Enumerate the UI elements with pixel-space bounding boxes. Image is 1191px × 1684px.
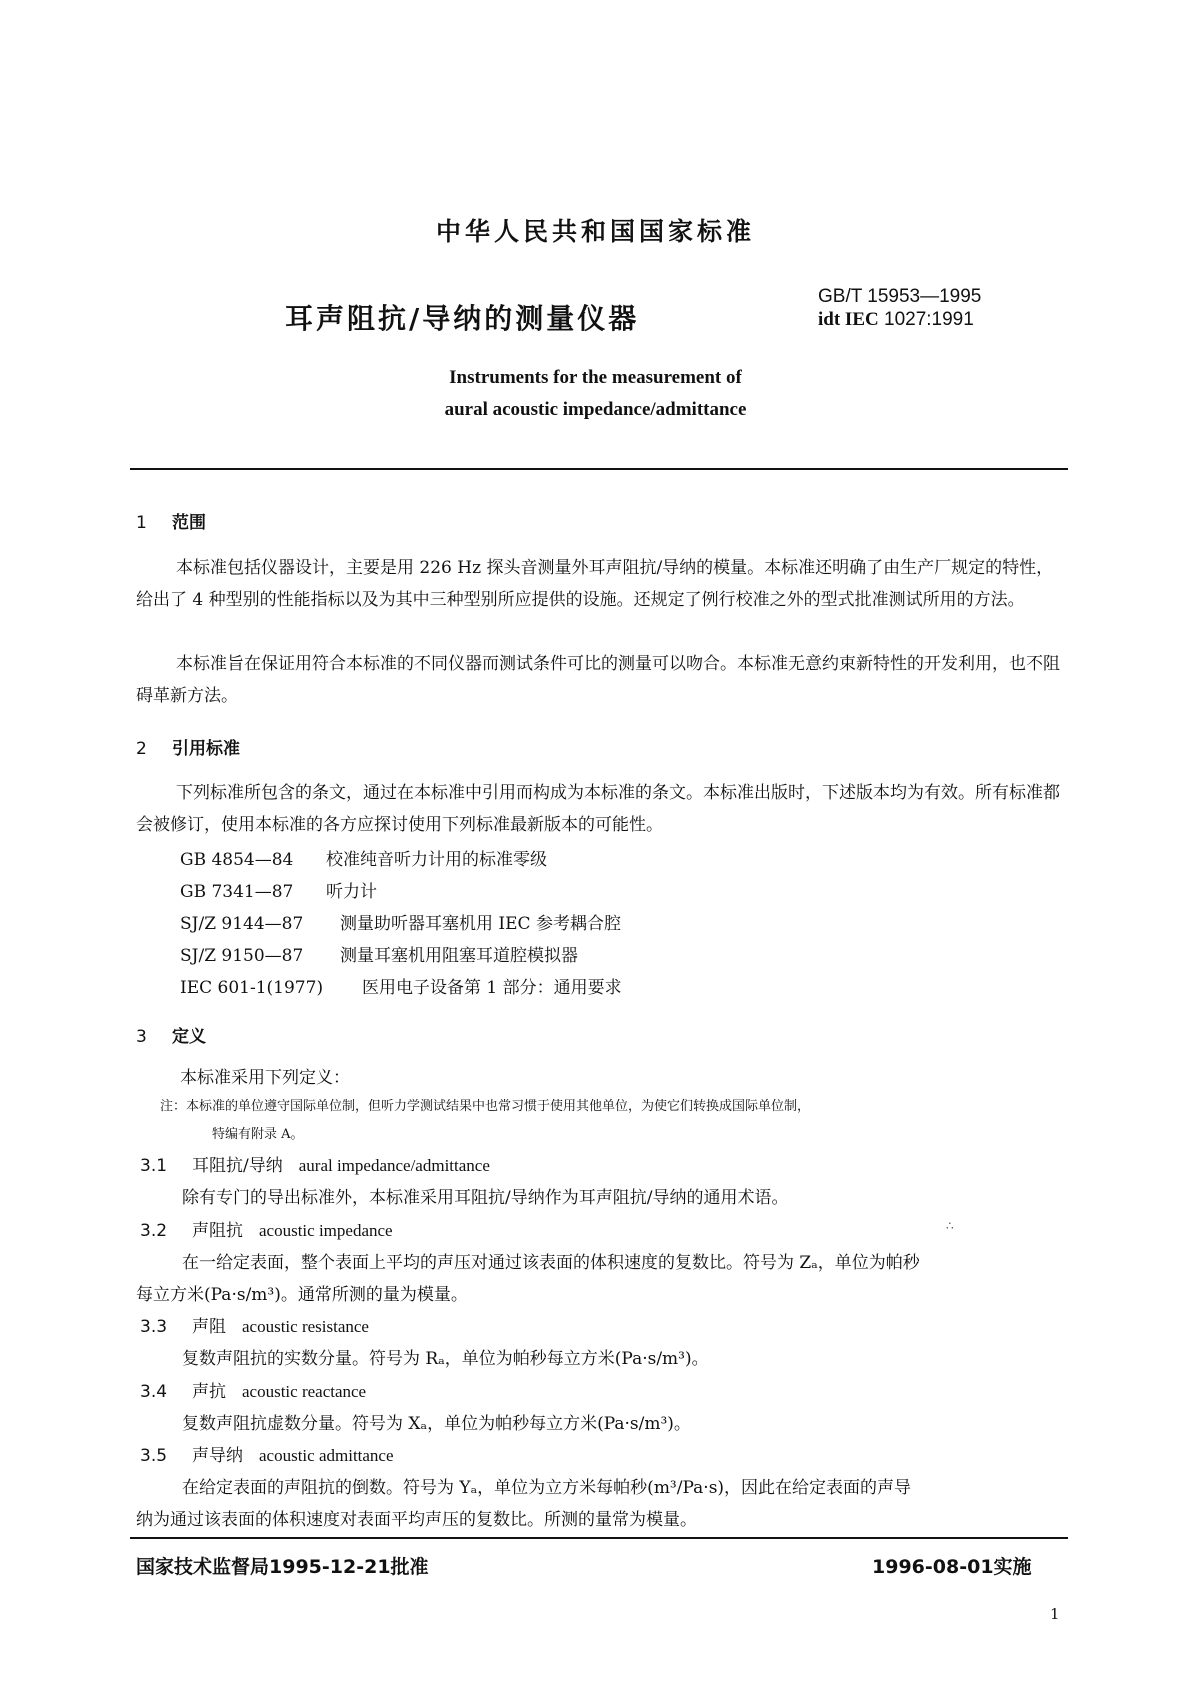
section-number: 2 xyxy=(136,739,147,759)
note-line-1: 注：本标准的单位遵守国际单位制，但听力学测试结果中也常习惯于使用其他单位，为使它们转换成国际单位制， xyxy=(160,1099,811,1114)
section-title: 引用标准 xyxy=(172,739,240,759)
reference-title: 校准纯音听力计用的标准零级 xyxy=(326,850,547,870)
definition-3-4 xyxy=(140,1376,366,1408)
reference-code: IEC 601-1(1977) xyxy=(180,978,324,998)
reference-item xyxy=(180,845,547,870)
definition-3-2-text-1: 在一给定表面，整个表面上平均的声压对通过该表面的体积速度的复数比。符号为 Zₐ，单位为帕秒 xyxy=(182,1253,920,1273)
section-3-heading xyxy=(136,1022,206,1047)
standard-code xyxy=(818,285,981,331)
definition-3-5 xyxy=(140,1440,394,1472)
adoption-prefix: idt IEC xyxy=(818,309,879,330)
definition-term: 声导纳 xyxy=(192,1446,243,1466)
definition-3-2-text-2: 每立方米(Pa·s/m³)。通常所测的量为模量。 xyxy=(136,1285,468,1305)
reference-title: 测量耳塞机用阻塞耳道腔模拟器 xyxy=(340,946,578,966)
section-3-note xyxy=(160,1093,1080,1149)
section-title: 定义 xyxy=(172,1027,206,1047)
definition-term: 声抗 xyxy=(192,1382,226,1402)
section-1-paragraph-1: 本标准包括仪器设计，主要是用 226 Hz 探头音测量外耳声阻抗/导纳的模量。本标准还明确了由生产厂规定的特性，给出了 4 种型别的性能指标以及为其中三种型别所应提供的设施。还规定了例行校准之外的型式批准测试所用的方法。 xyxy=(136,558,1054,610)
definition-3-2 xyxy=(140,1215,393,1247)
definition-english-term: aural impedance/admittance xyxy=(298,1156,490,1175)
reference-title: 听力计 xyxy=(326,882,377,902)
reference-item xyxy=(180,973,622,998)
reference-title: 测量助听器耳塞机用 IEC 参考耦合腔 xyxy=(340,914,621,934)
definition-3-1-text: 除有专门的导出标准外，本标准采用耳阻抗/导纳作为耳声阻抗/导纳的通用术语。 xyxy=(182,1188,789,1208)
reference-code: GB 4854—84 xyxy=(180,850,294,870)
definition-3-1 xyxy=(140,1150,490,1182)
definition-term: 耳阻抗/导纳 xyxy=(192,1156,283,1176)
adoption-line xyxy=(818,308,981,331)
definition-term: 声阻抗 xyxy=(192,1221,243,1241)
reference-item xyxy=(180,941,578,966)
definition-3-3-text: 复数声阻抗的实数分量。符号为 Rₐ，单位为帕秒每立方米(Pa·s/m³)。 xyxy=(182,1349,709,1369)
section-title: 范围 xyxy=(172,513,206,533)
definition-number: 3.1 xyxy=(140,1156,168,1176)
section-1-paragraph-2: 本标准旨在保证用符合本标准的不同仪器而测试条件可比的测量可以吻合。本标准无意约束新特性的开发利用，也不阻碍革新方法。 xyxy=(136,654,1060,706)
note-line-2: 特编有附录 A。 xyxy=(212,1127,304,1142)
definition-english-term: acoustic admittance xyxy=(259,1446,394,1465)
definition-term: 声阻 xyxy=(192,1317,226,1337)
definition-english-term: acoustic impedance xyxy=(259,1221,393,1240)
document-title: 耳声阻抗/导纳的测量仪器 xyxy=(285,302,640,335)
section-number: 1 xyxy=(136,513,147,533)
top-divider xyxy=(130,468,1068,470)
national-standard-heading: 中华人民共和国国家标准 xyxy=(435,217,755,246)
definition-3-5-text-1: 在给定表面的声阻抗的倒数。符号为 Yₐ，单位为立方米每帕秒(m³/Pa·s)，因此在给定表面的声导 xyxy=(182,1478,912,1498)
reference-code: GB 7341—87 xyxy=(180,882,294,902)
section-3-intro: 本标准采用下列定义： xyxy=(180,1068,350,1088)
adoption-iec-number: 1027:1991 xyxy=(878,309,974,330)
definition-english-term: acoustic reactance xyxy=(242,1382,367,1401)
reference-code: SJ/Z 9150—87 xyxy=(180,946,304,966)
reference-code: SJ/Z 9144—87 xyxy=(180,914,304,934)
definition-english-term: acoustic resistance xyxy=(242,1317,369,1336)
approval-line: 国家技术监督局1995-12-21批准 xyxy=(136,1556,429,1578)
definition-number: 3.4 xyxy=(140,1382,168,1402)
definition-3-5-text-2: 纳为通过该表面的体积速度对表面平均声压的复数比。所测的量常为模量。 xyxy=(136,1510,697,1530)
reference-item xyxy=(180,909,621,934)
definition-number: 3.2 xyxy=(140,1221,168,1241)
definition-number: 3.5 xyxy=(140,1446,168,1466)
page-number: 1 xyxy=(1050,1605,1060,1623)
section-2-paragraph: 下列标准所包含的条文，通过在本标准中引用而构成为本标准的条文。本标准出版时，下述版本均为有效。所有标准都会被修订，使用本标准的各方应探讨使用下列标准最新版本的可能性。 xyxy=(136,783,1060,835)
section-number: 3 xyxy=(136,1027,147,1047)
english-title xyxy=(0,362,1191,426)
standard-number: GB/T 15953—1995 xyxy=(818,286,982,307)
english-title-line2: aural acoustic impedance/admittance xyxy=(444,399,747,420)
definition-3-4-text: 复数声阻抗虚数分量。符号为 Xₐ，单位为帕秒每立方米(Pa·s/m³)。 xyxy=(182,1414,691,1434)
implementation-date: 1996-08-01实施 xyxy=(872,1556,1032,1578)
definition-3-3 xyxy=(140,1311,369,1343)
definition-number: 3.3 xyxy=(140,1317,168,1337)
scan-speck: ∴ xyxy=(946,1219,954,1233)
reference-title: 医用电子设备第 1 部分：通用要求 xyxy=(362,978,622,998)
reference-item xyxy=(180,877,377,902)
section-1-heading xyxy=(136,508,206,533)
section-2-heading xyxy=(136,734,240,759)
bottom-divider xyxy=(130,1537,1068,1539)
english-title-line1: Instruments for the measurement of xyxy=(449,367,742,388)
